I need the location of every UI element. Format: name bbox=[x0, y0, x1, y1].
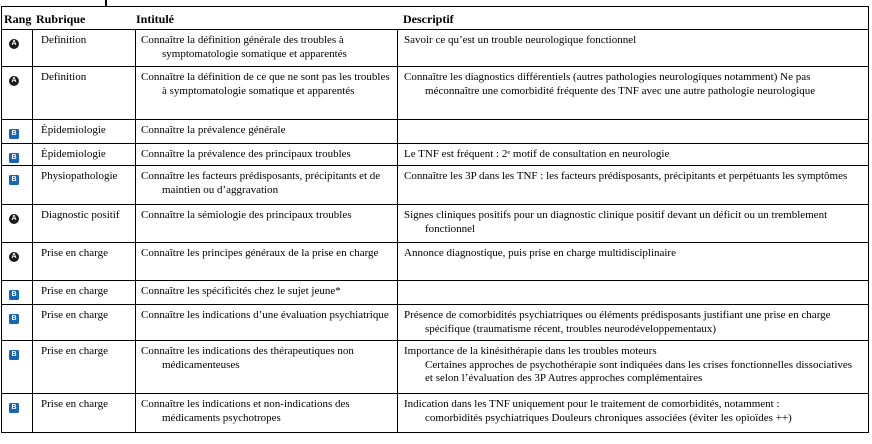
intitule-text: Connaître les indications et non-indications des médicaments psychotropes bbox=[141, 398, 350, 424]
descriptif-text: comorbidités psychiatriques Douleurs chroniques associées (éviter les opioïdes ++) bbox=[425, 411, 792, 424]
table-row bbox=[2, 340, 868, 393]
rank-a-icon: A bbox=[9, 252, 19, 262]
table-row bbox=[2, 304, 868, 340]
rank-b-icon: B bbox=[9, 350, 19, 360]
rubrique-cell: Physiopathologie bbox=[32, 166, 135, 204]
descriptif-text: Le TNF est fréquent : 2ᵉ motif de consultation en neurologie bbox=[404, 148, 670, 160]
intitule-cell bbox=[135, 67, 397, 119]
header-intitule: Intitulé bbox=[136, 12, 175, 26]
rubrique-cell: Definition bbox=[32, 30, 135, 66]
descriptif-cell bbox=[397, 243, 868, 280]
table-row bbox=[2, 66, 868, 119]
rubrique-cell: Épidemiologie bbox=[32, 120, 135, 143]
rang-cell bbox=[2, 281, 32, 304]
descriptif-cell bbox=[397, 144, 868, 165]
rubrique-cell: Prise en charge bbox=[32, 243, 135, 280]
rank-b-icon: B bbox=[9, 314, 19, 324]
intitule-cell bbox=[135, 120, 397, 143]
rank-a-icon: A bbox=[9, 214, 19, 224]
rubrique-cell: Diagnostic positif bbox=[32, 205, 135, 242]
rubrique-cell: Definition bbox=[32, 67, 135, 119]
rank-a-icon: A bbox=[9, 39, 19, 49]
descriptif-cell bbox=[397, 341, 868, 393]
header-rang: Rang bbox=[4, 12, 32, 26]
table-row bbox=[2, 393, 868, 432]
rubrique-cell: Prise en charge bbox=[32, 305, 135, 340]
descriptif-cell bbox=[397, 394, 868, 432]
rubrique-cell: Prise en charge bbox=[32, 394, 135, 432]
intitule-cell bbox=[135, 341, 397, 393]
table-body bbox=[2, 30, 868, 432]
intitule-cell bbox=[135, 394, 397, 432]
rang-cell bbox=[2, 305, 32, 340]
rank-b-icon: B bbox=[9, 290, 19, 300]
rank-b-icon: B bbox=[9, 129, 19, 139]
descriptif-cell bbox=[397, 166, 868, 204]
descriptif-cell bbox=[397, 281, 868, 304]
intitule-text: Connaître la définition de ce que ne sont pas les troubles à symptomatologie somatique et apparentés bbox=[141, 71, 390, 97]
rang-cell bbox=[2, 144, 32, 165]
descriptif-text: Savoir ce qu’est un trouble neurologique fonctionnel bbox=[404, 34, 637, 46]
rang-cell bbox=[2, 166, 32, 204]
intitule-cell bbox=[135, 205, 397, 242]
intitule-text: Connaître les principes généraux de la prise en charge bbox=[141, 247, 379, 259]
intitule-text: Connaître les indications des thérapeutiques non médicamenteuses bbox=[141, 345, 354, 371]
table-row bbox=[2, 119, 868, 143]
table-row bbox=[2, 165, 868, 204]
rang-cell bbox=[2, 30, 32, 66]
descriptif-text: Annonce diagnostique, puis prise en charge multidisciplinaire bbox=[404, 247, 676, 259]
rubrique-cell: Prise en charge bbox=[32, 341, 135, 393]
table-row bbox=[2, 280, 868, 304]
rubrique-cell: Épidemiologie bbox=[32, 144, 135, 165]
table-row bbox=[2, 204, 868, 242]
intitule-text: Connaître les facteurs prédisposants, précipitants et de maintien ou d’aggravation bbox=[141, 170, 381, 196]
rang-cell bbox=[2, 67, 32, 119]
intitule-cell bbox=[135, 166, 397, 204]
intitule-text: Connaître les indications d’une évaluation psychiatrique bbox=[141, 309, 389, 321]
rubrique-cell: Prise en charge bbox=[32, 281, 135, 304]
intitule-text: Connaître la sémiologie des principaux troubles bbox=[141, 209, 352, 221]
rank-b-icon: B bbox=[9, 175, 19, 185]
descriptif-text: Indication dans les TNF uniquement pour le traitement de comorbidités, notamment : bbox=[404, 398, 780, 410]
descriptif-cell bbox=[397, 305, 868, 340]
descriptif-cell bbox=[397, 205, 868, 242]
descriptif-text: Connaître les 3P dans les TNF : les facteurs prédisposants, précipitants et perpétuants les symptômes bbox=[404, 170, 848, 182]
rang-cell bbox=[2, 120, 32, 143]
descriptif-cell bbox=[397, 120, 868, 143]
descriptif-text: Présence de comorbidités psychiatriques ou éléments prédisposants justifiant une prise en charge spécifique (traumatisme récent, troubles neurodéveloppementaux) bbox=[404, 309, 831, 335]
descriptif-text: Certaines approches de psychothérapie sont indiquées dans les crises fonctionnelles dissociatives et selon l’évaluation des 3P Autres approches complémentaires bbox=[425, 358, 853, 384]
intitule-text: Connaître la définition générale des troubles à symptomatologie somatique et apparentés bbox=[141, 34, 347, 60]
table-row bbox=[2, 30, 868, 66]
intitule-text: Connaître la prévalence générale bbox=[141, 124, 286, 136]
rank-b-icon: B bbox=[9, 153, 19, 163]
intitule-cell bbox=[135, 30, 397, 66]
rang-cell bbox=[2, 341, 32, 393]
header-descriptif: Descriptif bbox=[403, 12, 454, 26]
descriptif-cell bbox=[397, 67, 868, 119]
descriptif-cell bbox=[397, 30, 868, 66]
table-row bbox=[2, 242, 868, 280]
intitule-cell bbox=[135, 144, 397, 165]
intitule-cell bbox=[135, 305, 397, 340]
table-row bbox=[2, 143, 868, 165]
table-header-row bbox=[2, 7, 868, 30]
rank-a-icon: A bbox=[9, 76, 19, 86]
knowledge-rank-table bbox=[1, 6, 869, 433]
descriptif-text: Signes cliniques positifs pour un diagnostic clinique positif devant un déficit ou un tremblement fonctionnel bbox=[404, 209, 828, 235]
intitule-text: Connaître la prévalence des principaux troubles bbox=[141, 148, 351, 160]
descriptif-text: Connaître les diagnostics différentiels (autres pathologies neurologiques notamment) Ne pas méconnaître une comorbidité fréquente des TNF avec une autre pathologie neurologique bbox=[404, 71, 816, 97]
rang-cell bbox=[2, 394, 32, 432]
intitule-text: Connaître les spécificités chez le sujet jeune* bbox=[141, 285, 341, 297]
descriptif-text: Importance de la kinésithérapie dans les troubles moteurs bbox=[404, 345, 657, 357]
rang-cell bbox=[2, 243, 32, 280]
header-rubrique: Rubrique bbox=[36, 12, 86, 26]
intitule-cell bbox=[135, 243, 397, 280]
rang-cell bbox=[2, 205, 32, 242]
intitule-cell bbox=[135, 281, 397, 304]
rank-b-icon: B bbox=[9, 403, 19, 413]
